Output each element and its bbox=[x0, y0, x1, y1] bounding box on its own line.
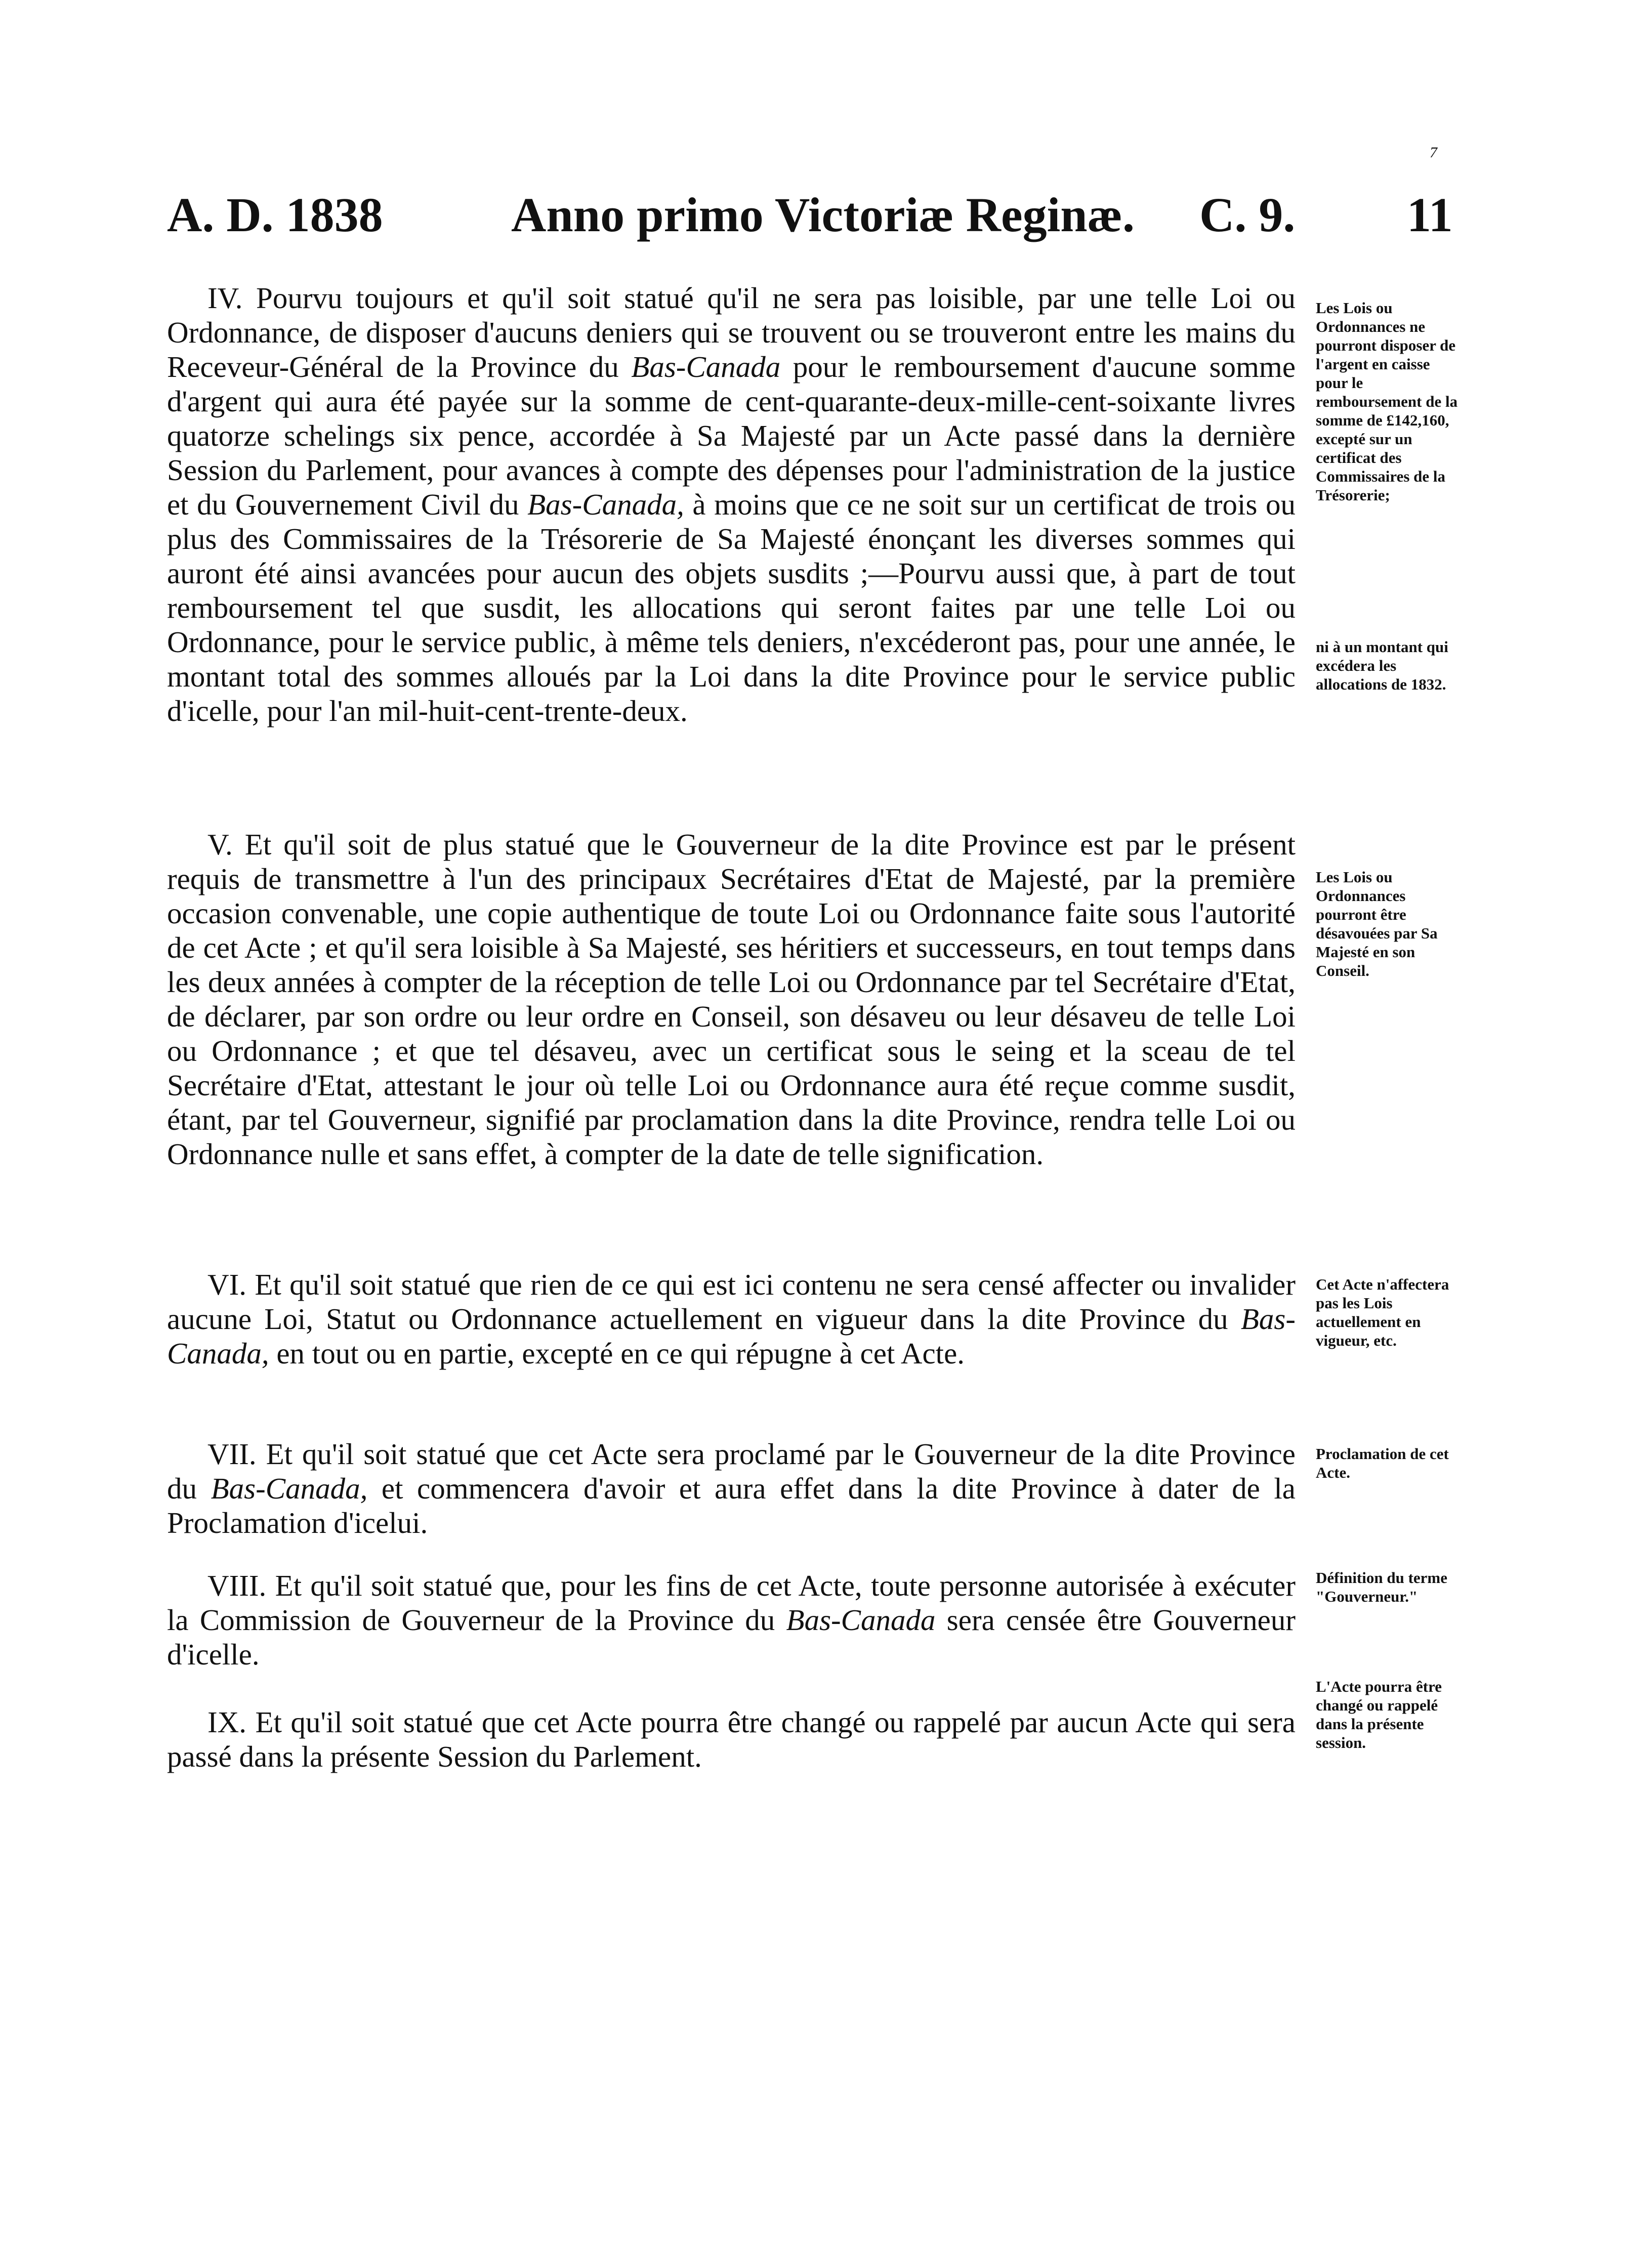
section-text: pour le remboursement d'aucune somme d'argent qui aura été payée sur la somme de cent-quarante-deux-mille-cent-soixante livres quatorze schelings six pence, accordée à Sa Majesté par un Acte passé dans la dernière Session du Parlement, pour avances à compte des dépenses pour l'administration de la justice et du Gouvernement Civil du bbox=[167, 350, 1296, 521]
section-text: Et qu'il soit statué que cet Acte sera proclamé par le Gouverneur de la dite Province du bbox=[167, 1437, 1296, 1505]
margin-note: ni à un montant qui excédera les allocations de 1832. bbox=[1316, 638, 1448, 693]
margin-note: Cet Acte n'affectera pas les Lois actuellement en vigueur, etc. bbox=[1316, 1275, 1449, 1349]
section-vi bbox=[167, 1267, 1296, 1371]
section-text: Et qu'il soit statué que, pour les fins de cet Acte, toute personne autorisée à exécuter la Commission de Gouverneur de la Province du bbox=[167, 1569, 1296, 1637]
margin-note: L'Acte pourra être changé ou rappelé dans la présente session. bbox=[1316, 1678, 1442, 1751]
section-number: V. bbox=[207, 828, 233, 861]
section-text-italic: Bas-Canada bbox=[786, 1603, 936, 1637]
section-text: Et qu'il soit statué que cet Acte pourra être changé ou rappelé par aucun Acte qui sera passé dans la présente Session du Parlement. bbox=[167, 1705, 1296, 1773]
section-v bbox=[167, 827, 1296, 1171]
header-chapter: C. 9. bbox=[1199, 188, 1296, 242]
section-text-italic: Bas-Canada, bbox=[527, 488, 684, 521]
section-text: Pourvu toujours et qu'il soit statué qu'il ne sera pas loisible, par une telle Loi ou Ordonnance, de disposer d'aucuns deniers qui se trouvent ou se trouveront entre les mains du Receveur-Général de la Province du bbox=[167, 281, 1296, 383]
header-year: A. D. 1838 bbox=[167, 188, 383, 242]
section-text-italic: Bas-Canada bbox=[631, 350, 781, 383]
section-text: en tout ou en partie, excepté en ce qui répugne à cet Acte. bbox=[269, 1337, 965, 1370]
margin-note: Les Lois ou Ordonnances ne pourront disposer de l'argent en caisse pour le remboursement de la somme de £142,160, excepté sur un certificat des Commissaires de la Trésorerie; bbox=[1316, 299, 1458, 504]
section-ix bbox=[167, 1705, 1296, 1774]
section-number: VI. bbox=[207, 1268, 247, 1301]
section-text-italic: Bas-Canada, bbox=[167, 1302, 1296, 1370]
section-viii bbox=[167, 1568, 1296, 1672]
margin-note: Définition du terme "Gouverneur." bbox=[1316, 1569, 1448, 1605]
section-text-italic: Bas-Canada, bbox=[211, 1472, 368, 1505]
section-number: VII. bbox=[207, 1437, 257, 1471]
margin-note: Proclamation de cet Acte. bbox=[1316, 1445, 1449, 1481]
section-iv bbox=[167, 281, 1296, 728]
header-title: Anno primo Victoriæ Reginæ. bbox=[511, 188, 1135, 242]
page-mark: 7 bbox=[1430, 144, 1437, 161]
section-number: IV. bbox=[207, 281, 243, 315]
header-page-number: 11 bbox=[1407, 188, 1453, 242]
section-vii bbox=[167, 1437, 1296, 1540]
section-text: et commencera d'avoir et aura effet dans la dite Province à dater de la Proclamation d'icelui. bbox=[167, 1472, 1296, 1539]
page-header bbox=[167, 182, 1452, 248]
section-number: IX. bbox=[207, 1705, 247, 1739]
section-text: sera censée être Gouverneur d'icelle. bbox=[167, 1603, 1296, 1671]
section-text: Et qu'il soit statué que rien de ce qui est ici contenu ne sera censé affecter ou invalider aucune Loi, Statut ou Ordonnance actuellement en vigueur dans la dite Province du bbox=[167, 1268, 1296, 1336]
section-text: Et qu'il soit de plus statué que le Gouverneur de la dite Province est par le présent requis de transmettre à l'un des principaux Secrétaires d'Etat de Majesté, par la première occasion convenable, une copie authentique de toute Loi ou Ordonnance faite sous l'autorité de cet Acte ; et qu'il sera loisible à Sa Majesté, ses héritiers et successeurs, en tout temps dans les deux années à compter de la réception de telle Loi ou Ordonnance par tel Secrétaire d'Etat, de déclarer, par son ordre ou leur ordre en Conseil, son désaveu ou leur désaveu de telle Loi ou Ordonnance ; et que tel désaveu, avec un certificat sous le seing et la sceau de tel Secrétaire d'Etat, attestant le jour où telle Loi ou Ordonnance aura été reçue comme susdit, étant, par tel Gouverneur, signifié par proclamation dans la dite Province, rendra telle Loi ou Ordonnance nulle et sans effet, à compter de la date de telle signification. bbox=[167, 828, 1296, 1171]
section-text: à moins que ce ne soit sur un certificat de trois ou plus des Commissaires de la Trésorerie de Sa Majesté énonçant les diverses sommes qui auront été ainsi avancées pour aucun des objets susdits ;—Pourvu aussi que, à part de tout remboursement tel que susdit, les allocations qui seront faites par une telle Loi ou Ordonnance, pour le service public, à même tels deniers, n'excéderont pas, pour une année, le montant total des sommes alloués par la Loi dans la dite Province pour le service public d'icelle, pour l'an mil-huit-cent-trente-deux. bbox=[167, 488, 1296, 728]
margin-note: Les Lois ou Ordonnances pourront être désavouées par Sa Majesté en son Conseil. bbox=[1316, 868, 1438, 979]
section-number: VIII. bbox=[207, 1569, 267, 1602]
